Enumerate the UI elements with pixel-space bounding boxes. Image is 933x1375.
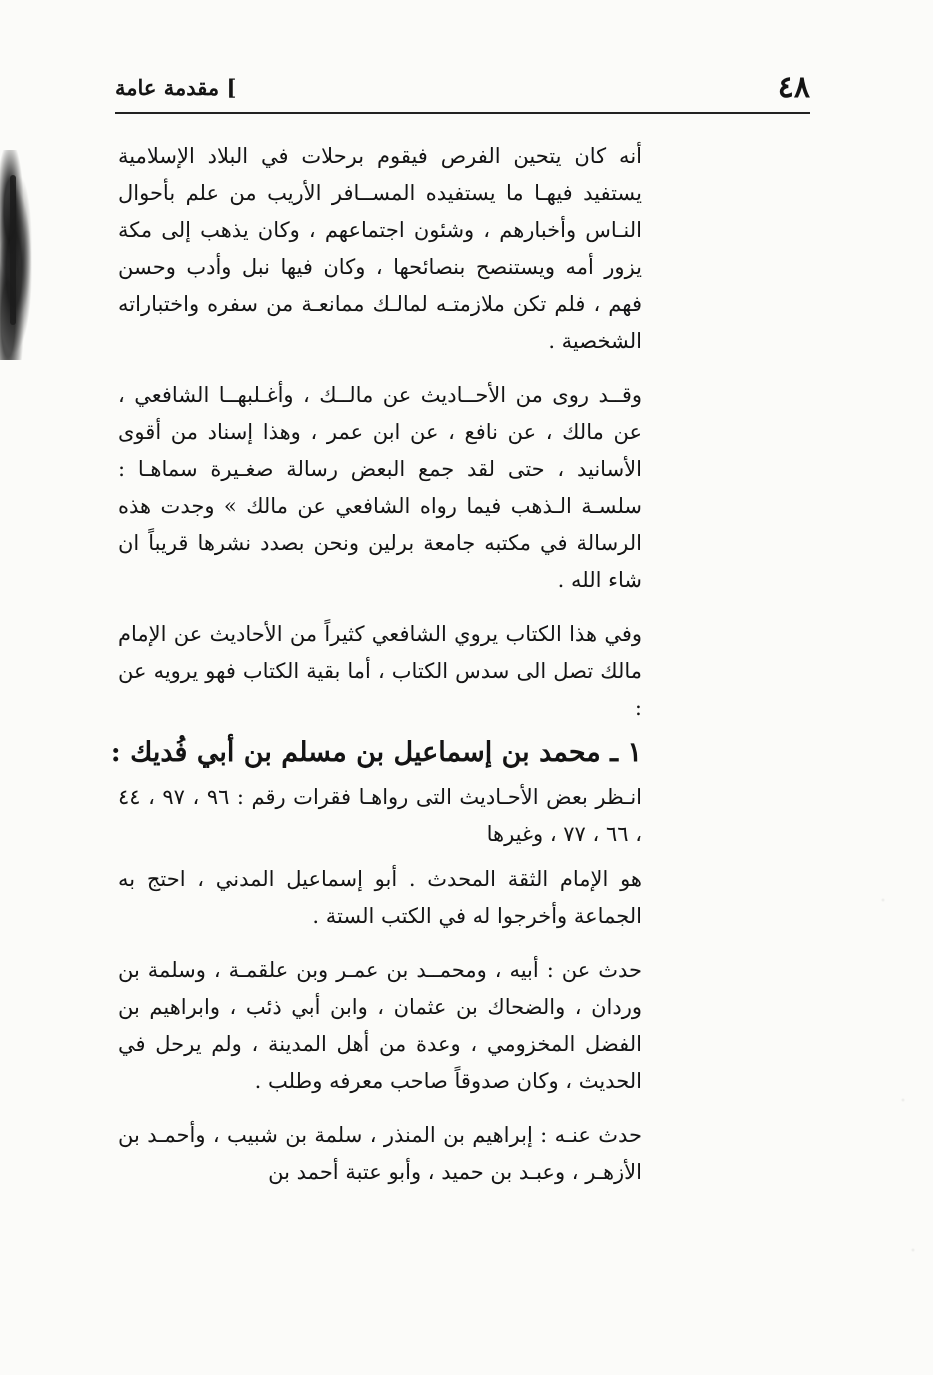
body-paragraph: وفي هذا الكتاب يروي الشافعي كثيراً من الأحاديث عن الإمام مالك تصل الى سدس الكتاب ، أما بقية الكتاب فهو يرويه عن :	[118, 622, 642, 720]
section-heading: ١ ـ محمد بن إسماعيل بن مسلم بن أبي فُديك :	[110, 737, 642, 768]
running-header	[115, 62, 810, 114]
biography-paragraph: حدث عنـه : إبراهيم بن المنذر ، سلمة بن شبيب ، وأحمـد بن الأزهـر ، وعبـد بن حميد ، وأبو عتبة أحمد بن	[118, 1123, 642, 1184]
page-number: ٤٨	[777, 70, 810, 105]
header-rule	[115, 112, 810, 114]
running-title: ] مقدمة عامة	[115, 75, 237, 100]
reference-list: انـظر بعض الأحـاديث التى رواهـا فقرات رقم : ٩٦ ، ٩٧ ، ٤٤ ، ٦٦ ، ٧٧ ، وغيرها	[118, 785, 642, 846]
body-paragraph: أنه كان يتحين الفرص فيقوم برحلات في البلاد الإسلامية يستفيد فيهـا ما يستفيده المســافر الأريب من علم بأحوال النـاس وأخبارهم ، وشئون اجتماعهم ، وكان يذهب إلى مكة يزور أمه ويستنصح بنصائحها ، وكان فيها نبل وأدب وحسن فهم ، فلم تكن ملازمتـه لمالـك ممانعـة من سفره واختباراته الشخصية .	[118, 144, 642, 353]
scan-binding-mark	[10, 175, 16, 325]
body-paragraph: وقــد روى من الأحــاديث عن مالــك ، وأغـلبهــا الشافعي ، عن مالك ، عن نافع ، عن ابن عمر ، وهذا إسناد من أقوى الأسانيد ، حتى لقد جمع البعض رسالة صغـيرة سماهـا : سلسـة الـذهب فيما رواه الشافعي عن مالك » وجدت هذه الرسالة في مكتبه جامعة برلين ونحن بصدد نشرها قريباً ان شاء الله .	[118, 383, 642, 592]
biography-paragraph: حدث عن : أبيه ، ومحمــد بن عمـر وبن علقمـة ، وسلمة بن وردان ، والضحاك بن عثمان ، وابن أبي ذئب ، وابراهيم بن الفضل المخزومي ، وعدة من أهل المدينة ، ولم يرحل في الحديث ، وكان صدوقاً صاحب معرفه وطلب .	[118, 958, 642, 1093]
page-body	[110, 138, 642, 1208]
scan-edge-shadow	[0, 150, 40, 360]
paper-speckle	[843, 0, 933, 1375]
biography-paragraph: هو الإمام الثقة المحدث . أبو إسماعيل المدني ، احتج به الجماعة وأخرجوا له في الكتب الستة .	[118, 867, 642, 928]
